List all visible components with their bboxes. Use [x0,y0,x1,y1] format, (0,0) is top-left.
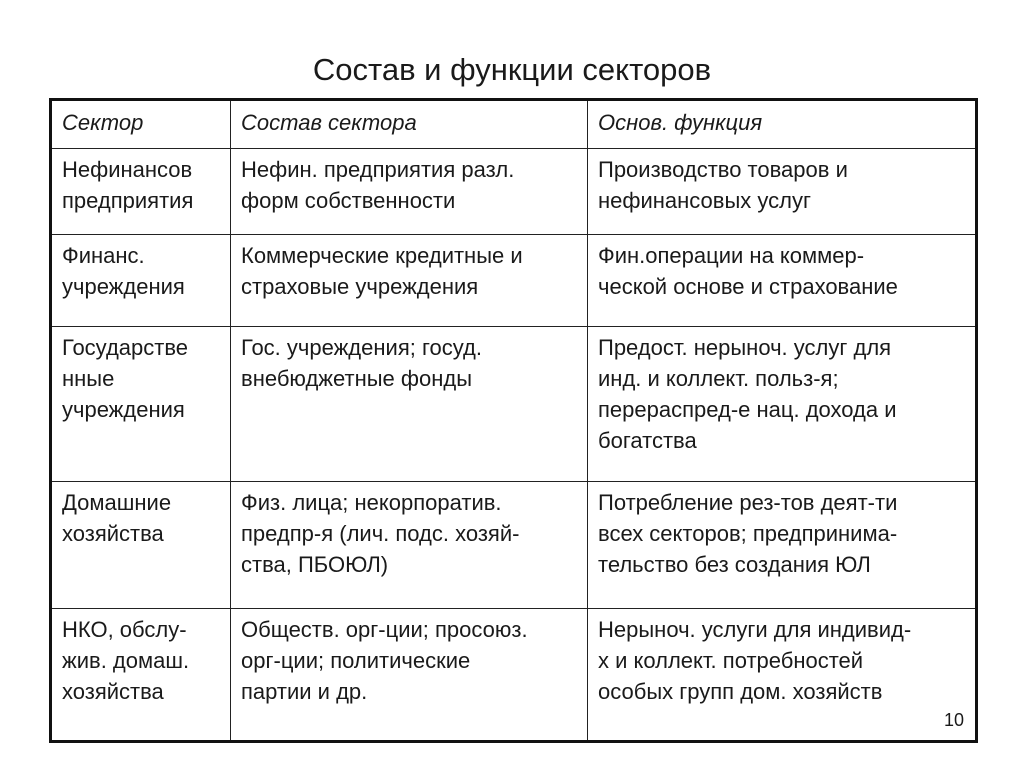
cell-composition: Обществ. орг-ции; просоюз. орг-ции; политические партии и др. [231,609,588,742]
page-number: 10 [944,710,965,730]
table-row [51,609,977,742]
cell-function: Фин.операции на коммер- ческой основе и страхование [588,235,977,327]
cell-sector: Домашние хозяйства [51,482,231,609]
cell-composition: Нефин. предприятия разл. форм собственности [231,149,588,235]
table-row [51,149,977,235]
cell-sector: Финанс. учреждения [51,235,231,327]
header-sector: Сектор [51,100,231,149]
cell-sector: Нефинансов предприятия [51,149,231,235]
slide-title: Состав и функции секторов [312,52,712,87]
table-row [51,327,977,482]
cell-composition: Коммерческие кредитные и страховые учреждения [231,235,588,327]
cell-function: Предост. нерыноч. услуг для инд. и коллект. польз-я; перераспред-е нац. дохода и богатства [588,327,977,482]
cell-composition: Физ. лица; некорпоратив. предпр-я (лич. подс. хозяй- ства, ПБОЮЛ) [231,482,588,609]
cell-function: Потребление рез-тов деят-ти всех секторов; предпринима- тельство без создания ЮЛ [588,482,977,609]
table-header-row [51,100,977,149]
header-function: Основ. функция [588,100,977,149]
header-composition: Состав сектора [231,100,588,149]
cell-composition: Гос. учреждения; госуд. внебюджетные фонды [231,327,588,482]
cell-function: Производство товаров и нефинансовых услуг [588,149,977,235]
table-row [51,235,977,327]
table-row [51,482,977,609]
cell-function: Нерыноч. услуги для индивид- х и коллект. потребностей особых групп дом. хозяйств [588,609,977,742]
cell-sector: НКО, обслу- жив. домаш. хозяйства [51,609,231,742]
sectors-table [49,98,978,743]
cell-sector: Государстве нные учреждения [51,327,231,482]
